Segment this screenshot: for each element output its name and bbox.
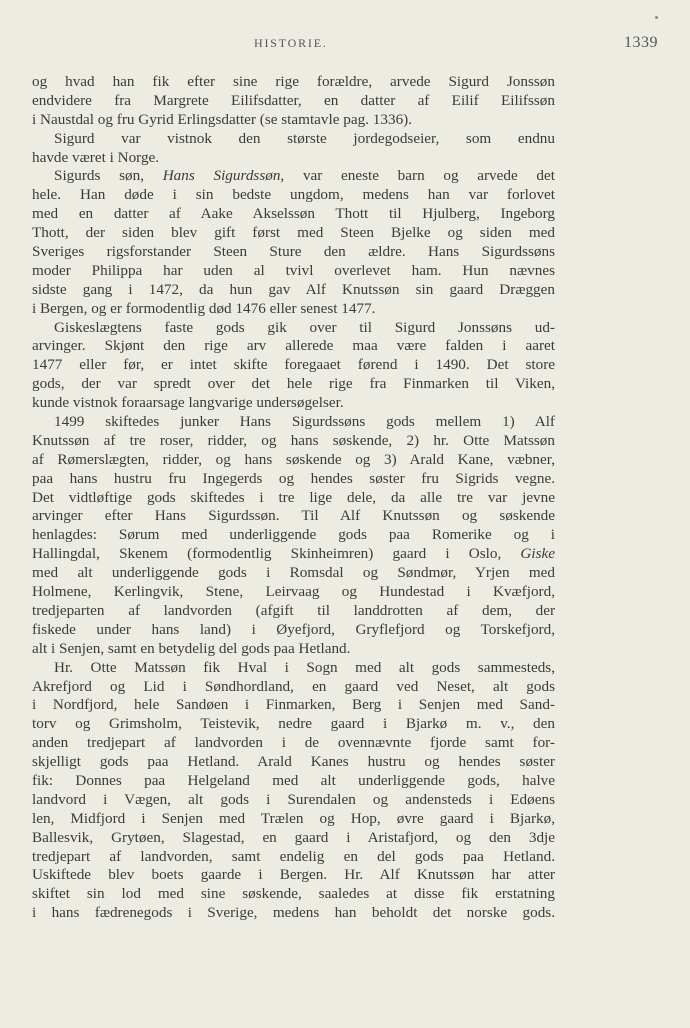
text-line: Sveriges rigsforstander Steen Sture den ældre. Hans Sigurdssøns	[32, 243, 555, 261]
text-line: Giskeslægtens faste gods gik over til Sigurd Jonssøns ud-	[54, 318, 555, 336]
text-line: Holmene, Kerlingvik, Stene, Leirvaag og Hundestad i Kvæfjord,	[32, 583, 555, 601]
text-line: Ballesvik, Grytøen, Slagestad, en gaard i Aristafjord, og den 3dje	[32, 828, 555, 846]
text-line: tredjepart af landvorden, samt endelig en del gods paa Hetland.	[32, 847, 555, 865]
text-line: paa hans hustru fru Ingegerds og hendes søster fru Sigrids vegne.	[32, 469, 555, 487]
body-text	[32, 73, 555, 923]
page-number: 1339	[624, 34, 658, 51]
text-line: tredjeparten af landvorden (afgift til landdrotten af dem, der	[32, 601, 555, 619]
text-line: alt i Senjen, samt en betydelig del gods paa Hetland.	[32, 639, 351, 657]
text-line: skjelligt gods paa Hetland. Arald Kanes hustru og hendes søster	[32, 753, 555, 771]
page-speck	[655, 16, 658, 19]
text-line: Sigurds søn, Hans Sigurdssøn, var eneste barn og arvede det	[54, 167, 555, 185]
text-line: og hvad han fik efter sine rige forældre, arvede Sigurd Jonssøn	[32, 73, 555, 90]
text-line: Det vidtløftige gods skiftedes i tre lige dele, da alle tre var jevne	[32, 488, 555, 506]
text-line: i Nordfjord, hele Sandøen i Finmarken, Berg i Senjen med Sand-	[32, 696, 555, 714]
text-line: endvidere fra Margrete Eilifsdatter, en datter af Eilif Eilifssøn	[32, 91, 555, 109]
text-line: i Bergen, og er formodentlig død 1476 eller senest 1477.	[32, 299, 376, 317]
text-line: moder Philippa har uden al tvivl overlevet ham. Hun nævnes	[32, 261, 555, 279]
page-header	[32, 34, 658, 56]
text-line: Uskiftede blev boets gaarde i Bergen. Hr. Alf Knutssøn har atter	[32, 866, 555, 884]
running-head: HISTORIE.	[254, 36, 328, 50]
text-line: 1499 skiftedes junker Hans Sigurdssøns gods mellem 1) Alf	[54, 413, 555, 431]
text-line: arvinger efter Hans Sigurdssøn. Til Alf Knutssøn og søskende	[32, 507, 555, 525]
text-line: sidste gang i 1472, da hun gav Alf Knutssøn sin gaard Dræggen	[32, 280, 555, 298]
text-line: arvinger. Skjønt den rige arv allerede maa være falden i aaret	[32, 337, 555, 355]
text-line: henlagdes: Sørum med underliggende gods paa Romerike og i	[32, 526, 555, 544]
text-line: Akrefjord og Lid i Søndhordland, en gaard ved Neset, alt gods	[32, 677, 555, 695]
text-line: landvord i Vægen, alt gods i Surendalen og andensteds i Edøens	[32, 790, 555, 808]
text-line: havde været i Norge.	[32, 148, 160, 166]
text-line: med en datter af Aake Akselssøn Thott til Hjulberg, Ingeborg	[32, 205, 555, 223]
text-line: Hallingdal, Skenem (formodentlig Skinheimren) gaard i Oslo, Giske	[32, 545, 555, 563]
text-line: fiskede under hans land) i Øyefjord, Gryflefjord og Torskefjord,	[32, 620, 555, 638]
text-line: 1477 eller før, er intet skifte foregaaet førend i 1490. Det store	[32, 356, 555, 374]
text-line: i hans fædrenegods i Sverige, medens han beholdt det norske gods.	[32, 904, 555, 922]
text-line: Hr. Otte Matssøn fik Hval i Sogn med alt gods sammesteds,	[54, 658, 555, 676]
text-line: anden tredjepart af landvorden i de ovennævnte fjorde samt for-	[32, 734, 555, 752]
text-line: kunde vistnok foraarsage langvarige undersøgelser.	[32, 394, 344, 412]
text-line: skiftet sin lod med sine søskende, saaledes at disse fik erstatning	[32, 885, 555, 903]
text-line: torv og Grimsholm, Teistevik, nedre gaard i Bjarkø m. v., den	[32, 715, 555, 733]
text-line: Thott, der siden blev gift først med Steen Bjelke og siden med	[32, 224, 555, 242]
text-line: fik: Donnes paa Helgeland med alt underliggende gods, halve	[32, 771, 555, 789]
text-line: hele. Han døde i sin bedste ungdom, medens han var forlovet	[32, 186, 555, 204]
text-line: gods, der var spredt over det hele rige fra Finmarken til Viken,	[32, 375, 555, 393]
text-line: med alt underliggende gods i Romsdal og Søndmør, Yrjen med	[32, 564, 555, 582]
text-line: len, Midfjord i Senjen med Trælen og Hop, øvre gaard i Bjarkø,	[32, 809, 555, 827]
text-line: i Naustdal og fru Gyrid Erlingsdatter (se stamtavle pag. 1336).	[32, 110, 413, 128]
text-line: Knutssøn af tre roser, ridder, og hans søskende, 2) hr. Otte Matssøn	[32, 431, 555, 449]
text-line: af Rømerslægten, ridder, og hans søskende og 3) Arald Kane, væbner,	[32, 450, 555, 468]
text-line: Sigurd var vistnok den største jordegodseier, som endnu	[54, 129, 555, 147]
